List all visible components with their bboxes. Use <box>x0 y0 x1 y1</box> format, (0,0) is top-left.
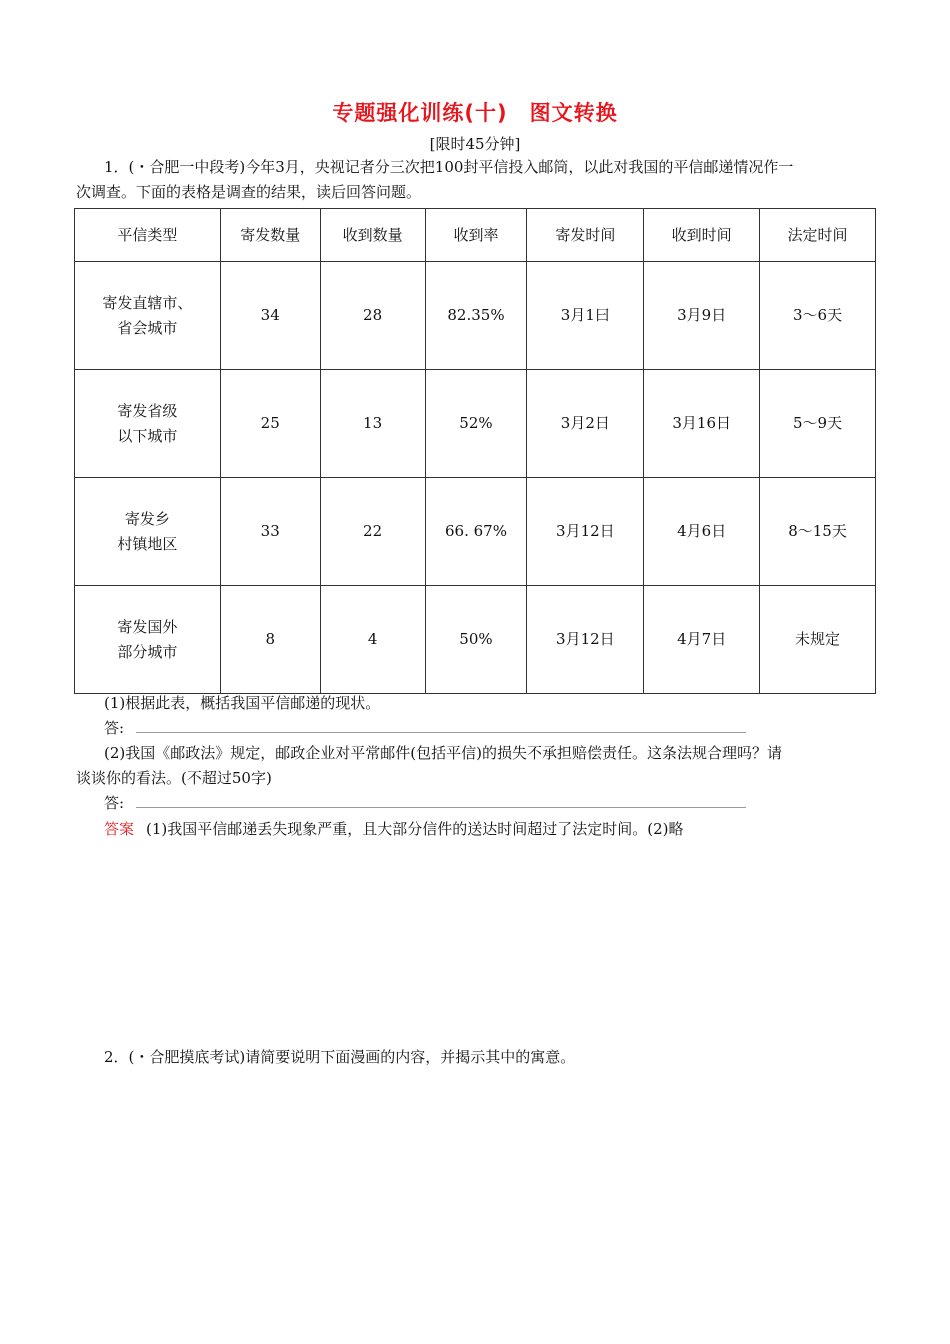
sent-cell: 34 <box>220 262 320 370</box>
question-1-intro-cont <box>76 180 449 205</box>
type-line: 省会城市 <box>117 318 178 337</box>
received-cell: 28 <box>320 262 425 370</box>
answer-line-2 <box>104 792 124 812</box>
question-2: 2．(・合肥摸底考试)请简要说明下面漫画的内容，并揭示其中的寓意。 <box>104 1048 576 1066</box>
question-1-sub2-line2: 谈谈你的看法。(不超过50字) <box>76 769 272 787</box>
table-row <box>75 262 876 370</box>
sent-cell: 25 <box>220 370 320 478</box>
question-1-intro <box>104 155 884 180</box>
answer-key <box>104 818 684 839</box>
send-date-cell: 3月12日 <box>527 586 644 694</box>
sent-cell: 33 <box>220 478 320 586</box>
received-cell: 4 <box>320 586 425 694</box>
legal-time-cell: 3～6天 <box>760 262 876 370</box>
type-cell <box>75 370 221 478</box>
table-row <box>75 478 876 586</box>
header-cell: 寄发时间 <box>527 209 644 262</box>
header-cell: 平信类型 <box>75 209 221 262</box>
send-date-cell: 3月2日 <box>527 370 644 478</box>
received-cell: 13 <box>320 370 425 478</box>
answer-tag: 答案 <box>104 820 135 838</box>
question-1-sub2-line1: (2)我国《邮政法》规定，邮政企业对平常邮件(包括平信)的损失不承担赔偿责任。这条法规合理吗？请 <box>104 744 782 762</box>
answer-line-1 <box>104 717 124 737</box>
time-limit: [限时45分钟] <box>429 135 521 153</box>
answer-label: 答: <box>104 719 125 737</box>
receive-date-cell: 4月7日 <box>644 586 760 694</box>
receive-date-cell: 3月16日 <box>644 370 760 478</box>
table-row <box>75 586 876 694</box>
answer-rule <box>136 732 746 733</box>
legal-time-cell: 5～9天 <box>760 370 876 478</box>
header-cell: 收到率 <box>425 209 527 262</box>
received-cell: 22 <box>320 478 425 586</box>
rate-cell: 82.35% <box>425 262 527 370</box>
question-1-intro-line2: 次调查。下面的表格是调查的结果，读后回答问题。 <box>76 183 422 201</box>
question-1-intro-line1: 1．(・合肥一中段考)今年3月，央视记者分三次把100封平信投入邮筒，以此对我国的平信邮递情况作一 <box>104 158 794 176</box>
type-cell <box>75 586 221 694</box>
send-date-cell: 3月12日 <box>527 478 644 586</box>
answer-text: (1)我国平信邮递丢失现象严重，且大部分信件的送达时间超过了法定时间。(2)略 <box>146 820 684 838</box>
answer-rule <box>136 807 746 808</box>
rate-cell: 52% <box>425 370 527 478</box>
type-line: 寄发国外 <box>117 617 178 636</box>
mail-survey-table <box>74 208 876 694</box>
legal-time-cell: 8～15天 <box>760 478 876 586</box>
receive-date-cell: 3月9日 <box>644 262 760 370</box>
type-line: 村镇地区 <box>117 534 178 553</box>
header-cell: 法定时间 <box>760 209 876 262</box>
table-header-row <box>75 209 876 262</box>
rate-cell: 66. 67% <box>425 478 527 586</box>
legal-time-cell: 未规定 <box>760 586 876 694</box>
header-cell: 寄发数量 <box>220 209 320 262</box>
type-line: 以下城市 <box>117 426 178 445</box>
type-line: 寄发直辖市、 <box>102 293 193 312</box>
type-line: 部分城市 <box>117 642 178 661</box>
type-cell <box>75 478 221 586</box>
header-cell: 收到时间 <box>644 209 760 262</box>
answer-label: 答: <box>104 794 125 812</box>
header-cell: 收到数量 <box>320 209 425 262</box>
table-row <box>75 370 876 478</box>
page-title: 专题强化训练(十) 图文转换 <box>332 101 618 125</box>
type-line: 寄发省级 <box>117 401 178 420</box>
send-date-cell: 3月1曰 <box>527 262 644 370</box>
type-cell <box>75 262 221 370</box>
question-1-sub1: (1)根据此表，概括我国平信邮递的现状。 <box>104 694 381 712</box>
rate-cell: 50% <box>425 586 527 694</box>
sent-cell: 8 <box>220 586 320 694</box>
receive-date-cell: 4月6日 <box>644 478 760 586</box>
type-line: 寄发乡 <box>124 509 170 528</box>
